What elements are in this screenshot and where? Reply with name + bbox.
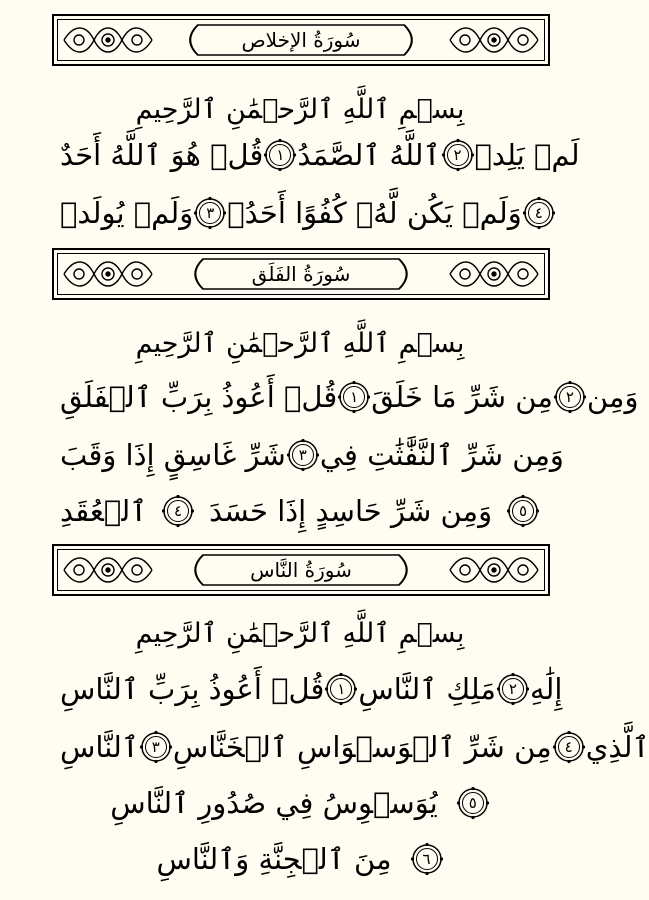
verse-text: وَمِن	[586, 380, 639, 414]
verse-text: إِلَٰهِ	[529, 672, 563, 706]
verse-text: وَلَمۡ يُولَدۡ	[60, 196, 194, 230]
verse-text: مَلِكِ ٱلنَّاسِ	[358, 672, 496, 706]
ayah-number: ١	[276, 146, 285, 164]
surah-name-plaque	[180, 23, 422, 57]
surah-title: سُورَةُ النَّاس	[250, 558, 352, 582]
ayah-number: ٢	[565, 388, 574, 406]
ayah-marker	[410, 842, 444, 876]
verse-line	[60, 196, 543, 230]
surah-name-plaque	[185, 553, 417, 587]
ayah-number: ٥	[468, 794, 477, 812]
verse-line	[60, 730, 649, 764]
verse-text: وَمِن شَرِّ ٱلنَّفَّٰثَٰتِ فِي	[319, 438, 564, 472]
verse-line	[60, 380, 639, 414]
ayah-marker	[193, 196, 227, 230]
ayah-number: ٣	[298, 446, 307, 464]
verse-text: لَمۡ يَلِدۡ	[474, 138, 580, 172]
verse-line	[60, 438, 564, 472]
verse-text: ٱلَّذِي	[585, 730, 649, 764]
verse-text: قُلۡ هُوَ ٱللَّهُ أَحَدٌ	[60, 138, 264, 172]
ornament-left-icon	[60, 552, 156, 588]
ornament-right-icon	[446, 22, 542, 58]
ayah-number: ٢	[508, 680, 517, 698]
surah-name-plaque	[185, 257, 417, 291]
ayah-marker	[161, 494, 195, 528]
ayah-marker	[506, 494, 540, 528]
ayah-number: ٢	[453, 146, 462, 164]
verse-text: مِن شَرِّ ٱلۡوَسۡوَاسِ ٱلۡخَنَّاسِ	[172, 730, 552, 764]
ayah-marker	[263, 138, 297, 172]
ayah-number: ٥	[518, 502, 528, 520]
verse-text: قُلۡ أَعُوذُ بِرَبِّ ٱلنَّاسِ	[60, 672, 325, 706]
ayah-number: ٤	[174, 502, 183, 520]
ayah-number: ٣	[206, 204, 215, 222]
verse-text: قُلۡ أَعُوذُ بِرَبِّ ٱلۡفَلَقِ	[60, 380, 338, 414]
verse-text: شَرِّ غَاسِقٍ إِذَا وَقَبَ	[60, 438, 286, 472]
ayah-number: ٣	[151, 738, 160, 756]
verse-text: يُوَسۡوِسُ فِي صُدُورِ ٱلنَّاسِ	[110, 786, 438, 820]
ayah-marker	[522, 196, 556, 230]
surah-header-ikhlas	[52, 14, 550, 66]
ayah-marker	[552, 730, 586, 764]
ayah-marker	[441, 138, 475, 172]
ornament-left-icon	[60, 22, 156, 58]
verse-line	[60, 842, 540, 876]
verse-text: ٱللَّهُ ٱلصَّمَدُ	[297, 138, 441, 172]
verse-line	[60, 494, 540, 528]
verse-text: وَلَمۡ يَكُن لَّهُۥ كُفُوًا أَحَدُۢ	[227, 196, 522, 230]
verse-text: مِن شَرِّ مَا خَلَقَ	[371, 380, 553, 414]
verse-line	[60, 786, 540, 820]
surah-header-falaq	[52, 248, 550, 300]
verse-line	[60, 138, 580, 172]
ayah-number: ٤	[564, 738, 573, 756]
ayah-marker	[553, 380, 587, 414]
ayah-number: ١	[350, 388, 359, 406]
ayah-number: ٦	[422, 850, 431, 868]
surah-title: سُورَةُ الإخلاص	[241, 28, 361, 52]
ornament-right-icon	[446, 256, 542, 292]
ayah-marker	[337, 380, 371, 414]
ornament-left-icon	[60, 256, 156, 292]
verse-text: ٱلۡعُقَدِ	[60, 494, 148, 528]
ayah-marker	[139, 730, 173, 764]
ayah-number: ١	[337, 680, 346, 698]
verse-text: مِنَ ٱلۡجِنَّةِ وَٱلنَّاسِ	[156, 842, 392, 876]
verse-line	[60, 672, 563, 706]
verse-text: وَمِن شَرِّ حَاسِدٍ إِذَا حَسَدَ	[208, 494, 493, 528]
ayah-marker	[456, 786, 490, 820]
verse-text: ٱلنَّاسِ	[60, 730, 139, 764]
basmala: بِسۡمِ ٱللَّهِ ٱلرَّحۡمَٰنِ ٱلرَّحِيمِ	[135, 94, 465, 125]
ayah-marker	[286, 438, 320, 472]
basmala: بِسۡمِ ٱللَّهِ ٱلرَّحۡمَٰنِ ٱلرَّحِيمِ	[135, 618, 465, 649]
ornament-right-icon	[446, 552, 542, 588]
ayah-marker	[324, 672, 358, 706]
ayah-number: ٤	[534, 204, 543, 222]
ayah-marker	[496, 672, 530, 706]
basmala: بِسۡمِ ٱللَّهِ ٱلرَّحۡمَٰنِ ٱلرَّحِيمِ	[135, 328, 465, 359]
surah-title: سُورَةُ الفَلَق	[251, 262, 351, 286]
surah-header-nas	[52, 544, 550, 596]
